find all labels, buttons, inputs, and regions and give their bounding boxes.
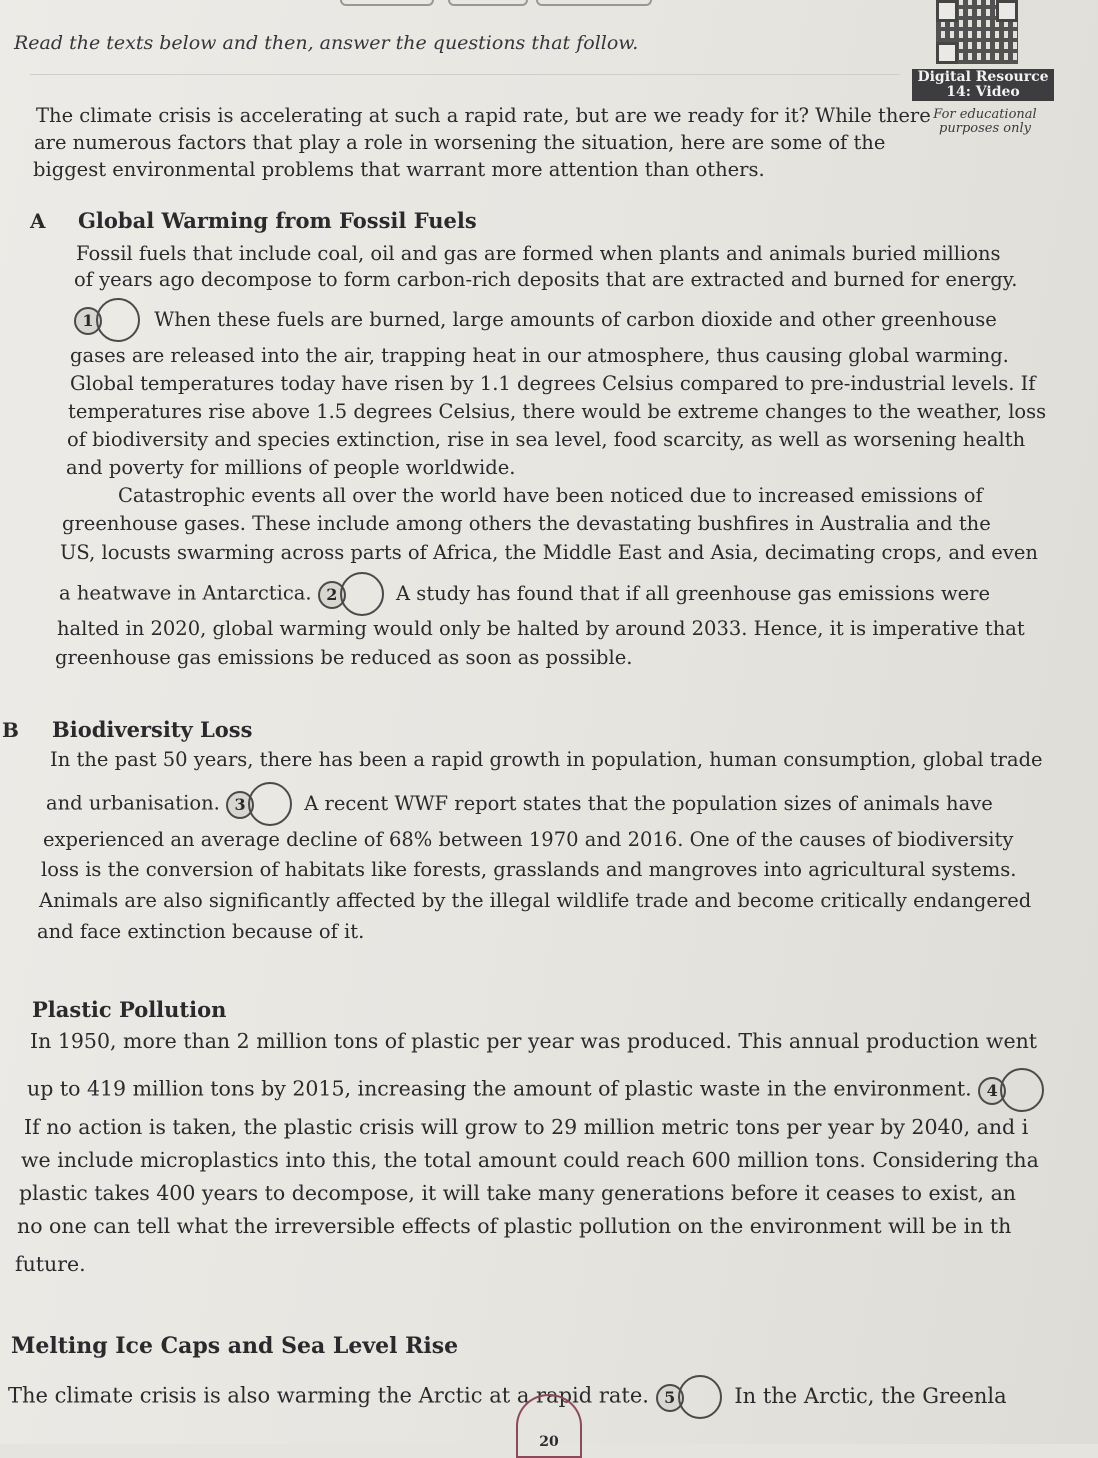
qr-code-icon xyxy=(936,0,1018,64)
paragraph-line: temperatures rise above 1.5 degrees Celsius, there would be extreme changes to the weather, loss xyxy=(68,400,1047,423)
divider xyxy=(30,74,900,75)
paragraph-line-with-blank: The climate crisis is also warming the Arctic at a rapid rate. 5 In the Arctic, the Greenla xyxy=(8,1375,1007,1419)
paragraph-line: no one can tell what the irreversible effects of plastic pollution on the environment will be in th xyxy=(17,1214,1012,1238)
answer-blank-2[interactable]: 2 xyxy=(318,572,384,616)
instruction-text: Read the texts below and then, answer the questions that follow. xyxy=(14,32,639,54)
intro-line: The climate crisis is accelerating at such a rapid rate, but are we ready for it? While there xyxy=(36,104,931,127)
paragraph-line: Fossil fuels that include coal, oil and gas are formed when plants and animals buried millions xyxy=(76,242,1001,265)
top-strip xyxy=(340,0,760,10)
section-letter: A xyxy=(30,209,46,233)
intro-line: are numerous factors that play a role in worsening the situation, here are some of the xyxy=(34,131,886,154)
paragraph-line: we include microplastics into this, the total amount could reach 600 million tons. Considering tha xyxy=(21,1148,1039,1172)
paragraph-line: and poverty for millions of people worldwide. xyxy=(66,456,516,479)
paragraph-line: gases are released into the air, trapping heat in our atmosphere, thus causing global warming. xyxy=(70,344,1009,367)
paragraph-line: and face extinction because of it. xyxy=(37,920,365,943)
paragraph-line: plastic takes 400 years to decompose, it will take many generations before it ceases to exist, an xyxy=(19,1181,1016,1205)
answer-blank-1[interactable]: 1 xyxy=(74,298,140,342)
paragraph-line-with-blank: up to 419 million tons by 2015, increasing the amount of plastic waste in the environment. 4 xyxy=(27,1068,1044,1112)
paragraph-line: halted in 2020, global warming would only be halted by around 2033. Hence, it is imperative that xyxy=(57,617,1025,640)
paragraph-line: In 1950, more than 2 million tons of plastic per year was produced. This annual production went xyxy=(30,1029,1038,1053)
paragraph-line: Catastrophic events all over the world have been noticed due to increased emissions of xyxy=(118,484,983,507)
paragraph-line: future. xyxy=(15,1252,86,1276)
section-letter: B xyxy=(2,718,19,742)
answer-blank-5[interactable]: 5 xyxy=(656,1375,722,1419)
paragraph-line: of years ago decompose to form carbon-rich deposits that are extracted and burned for energy. xyxy=(74,268,1018,291)
paragraph-line: If no action is taken, the plastic crisis will grow to 29 million metric tons per year by 2040, and i xyxy=(24,1115,1029,1139)
educational-note: For educational purposes only xyxy=(933,107,1037,136)
paragraph-line-with-blank: a heatwave in Antarctica. 2 A study has found that if all greenhouse gas emissions were xyxy=(59,572,990,616)
paragraph-line: of biodiversity and species extinction, rise in sea level, food scarcity, as well as worsening health xyxy=(67,428,1026,451)
paragraph-line-with-blank: 1 When these fuels are burned, large amounts of carbon dioxide and other greenhouse xyxy=(74,298,997,342)
intro-line: biggest environmental problems that warrant more attention than others. xyxy=(33,158,765,181)
paragraph-line: US, locusts swarming across parts of Africa, the Middle East and Asia, decimating crops, and even xyxy=(60,541,1038,564)
section-title: Biodiversity Loss xyxy=(52,717,253,742)
section-title: Plastic Pollution xyxy=(32,997,227,1022)
paragraph-line: experienced an average decline of 68% between 1970 and 2016. One of the causes of biodiversity xyxy=(43,828,1014,851)
section-title: Global Warming from Fossil Fuels xyxy=(78,208,477,233)
paragraph-line: Global temperatures today have risen by 1.1 degrees Celsius compared to pre-industrial levels. If xyxy=(70,372,1036,395)
answer-blank-4[interactable]: 4 xyxy=(978,1068,1044,1112)
page-number: 20 xyxy=(539,1434,559,1450)
paragraph-line: greenhouse gas emissions be reduced as soon as possible. xyxy=(55,646,633,669)
paragraph-line: In the past 50 years, there has been a rapid growth in population, human consumption, global trade xyxy=(50,748,1043,771)
paragraph-line: Animals are also significantly affected by the illegal wildlife trade and become critically endangered xyxy=(39,889,1032,912)
paragraph-line-with-blank: and urbanisation. 3 A recent WWF report states that the population sizes of animals have xyxy=(46,782,993,826)
paragraph-line: loss is the conversion of habitats like forests, grasslands and mangroves into agricultural systems. xyxy=(41,858,1017,881)
page-number-badge xyxy=(516,1394,582,1458)
section-title: Melting Ice Caps and Sea Level Rise xyxy=(11,1333,459,1359)
answer-blank-3[interactable]: 3 xyxy=(226,782,292,826)
paragraph-line: greenhouse gases. These include among others the devastating bushfires in Australia and the xyxy=(62,512,991,535)
digital-resource-label[interactable]: Digital Resource 14: Video xyxy=(912,69,1054,101)
